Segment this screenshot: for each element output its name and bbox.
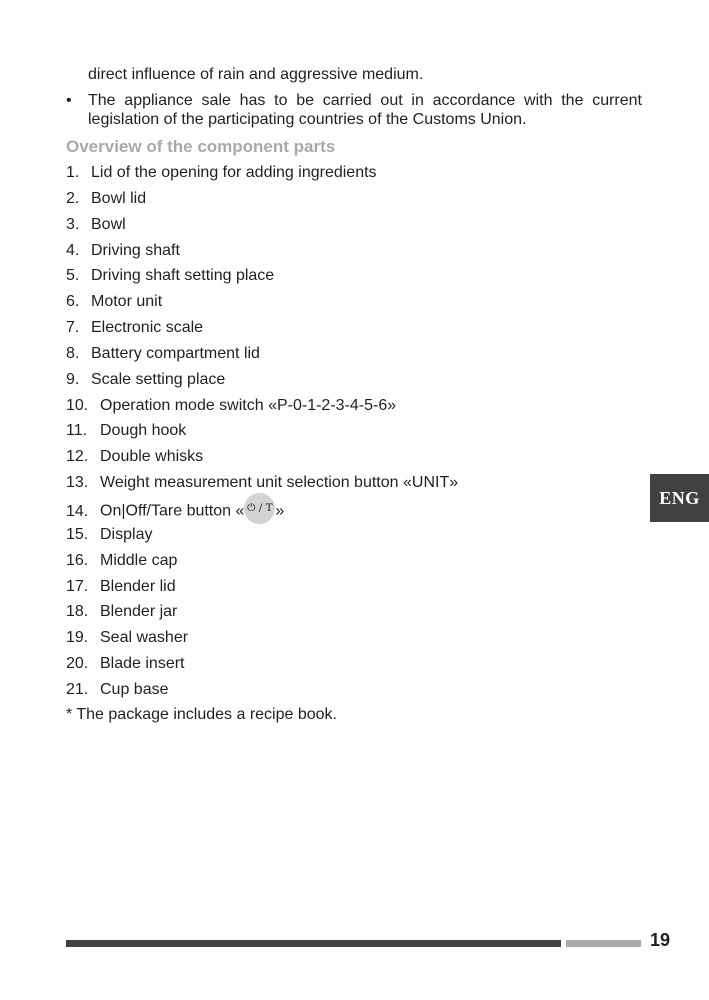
list-item xyxy=(66,189,458,215)
list-item xyxy=(66,344,458,370)
item-label: Blender lid xyxy=(100,577,176,595)
item-label: Middle cap xyxy=(100,551,178,569)
footnote: * The package includes a recipe book. xyxy=(66,706,337,723)
list-item xyxy=(66,163,458,189)
item-label: Bowl xyxy=(91,215,126,233)
item-label: Motor unit xyxy=(91,293,163,311)
footer-rule-dark xyxy=(66,940,561,947)
component-list xyxy=(66,163,458,706)
power-tare-icon: ⏻ / T xyxy=(244,493,275,524)
list-item xyxy=(66,577,458,603)
item-label-after: » xyxy=(275,502,285,520)
item-number: 1. xyxy=(66,164,80,181)
list-item xyxy=(66,421,458,447)
item-label: Driving shaft setting place xyxy=(91,267,275,285)
item-label: Dough hook xyxy=(100,422,187,440)
list-item xyxy=(66,215,458,241)
item-number: 3. xyxy=(66,215,80,233)
item-number: 13. xyxy=(66,474,89,492)
item-label: Electronic scale xyxy=(91,319,204,337)
item-number: 5. xyxy=(66,267,80,285)
section-heading: Overview of the component parts xyxy=(66,137,336,156)
item-number: 21. xyxy=(66,680,89,698)
item-number: 15. xyxy=(66,525,89,543)
item-number: 17. xyxy=(66,577,89,595)
item-label: Display xyxy=(100,525,153,543)
list-item xyxy=(66,654,458,680)
list-item xyxy=(66,680,458,706)
item-label: Cup base xyxy=(100,680,169,698)
language-tab: ENG xyxy=(650,474,709,522)
bullet-symbol: • xyxy=(66,92,72,109)
list-item xyxy=(66,628,458,654)
item-number: 19. xyxy=(66,629,89,647)
bullet-text: The appliance sale has to be carried out in accordance with the current legislation of the participating countries of the Customs Union. xyxy=(88,92,642,128)
item-number: 18. xyxy=(66,603,89,621)
item-number: 12. xyxy=(66,448,89,466)
list-item xyxy=(66,602,458,628)
list-item xyxy=(66,499,458,525)
item-number: 9. xyxy=(66,370,80,388)
list-item xyxy=(66,370,458,396)
item-number: 6. xyxy=(66,293,80,311)
item-number: 16. xyxy=(66,551,89,569)
item-label: Seal washer xyxy=(100,629,189,647)
item-number: 10. xyxy=(66,396,89,414)
item-number: 4. xyxy=(66,241,80,259)
item-label: Lid of the opening for adding ingredients xyxy=(91,164,377,181)
item-number: 14. xyxy=(66,502,89,520)
item-number: 11. xyxy=(66,422,88,440)
continued-text: direct influence of rain and aggressive medium. xyxy=(88,66,424,83)
list-item xyxy=(66,241,458,267)
list-item xyxy=(66,266,458,292)
item-label: Double whisks xyxy=(100,448,204,466)
item-number: 20. xyxy=(66,655,89,673)
list-item xyxy=(66,551,458,577)
page-number: 19 xyxy=(650,930,671,950)
list-item xyxy=(66,318,458,344)
list-item xyxy=(66,525,458,551)
item-label: Scale setting place xyxy=(91,370,226,388)
item-number: 7. xyxy=(66,319,80,337)
item-label: Blade insert xyxy=(100,655,185,673)
item-label: Bowl lid xyxy=(91,189,147,207)
item-number: 8. xyxy=(66,344,80,362)
item-label: Weight measurement unit selection button «UNIT» xyxy=(100,474,459,492)
item-label: Driving shaft xyxy=(91,241,180,259)
item-label: Blender jar xyxy=(100,603,178,621)
list-item xyxy=(66,447,458,473)
footer-rule-light xyxy=(566,940,641,947)
item-label-before: On|Off/Tare button « xyxy=(100,502,245,520)
item-label: Operation mode switch «P-0-1-2-3-4-5-6» xyxy=(100,396,397,414)
list-item xyxy=(66,396,458,422)
item-number: 2. xyxy=(66,189,80,207)
list-item xyxy=(66,292,458,318)
item-label: Battery compartment lid xyxy=(91,344,260,362)
